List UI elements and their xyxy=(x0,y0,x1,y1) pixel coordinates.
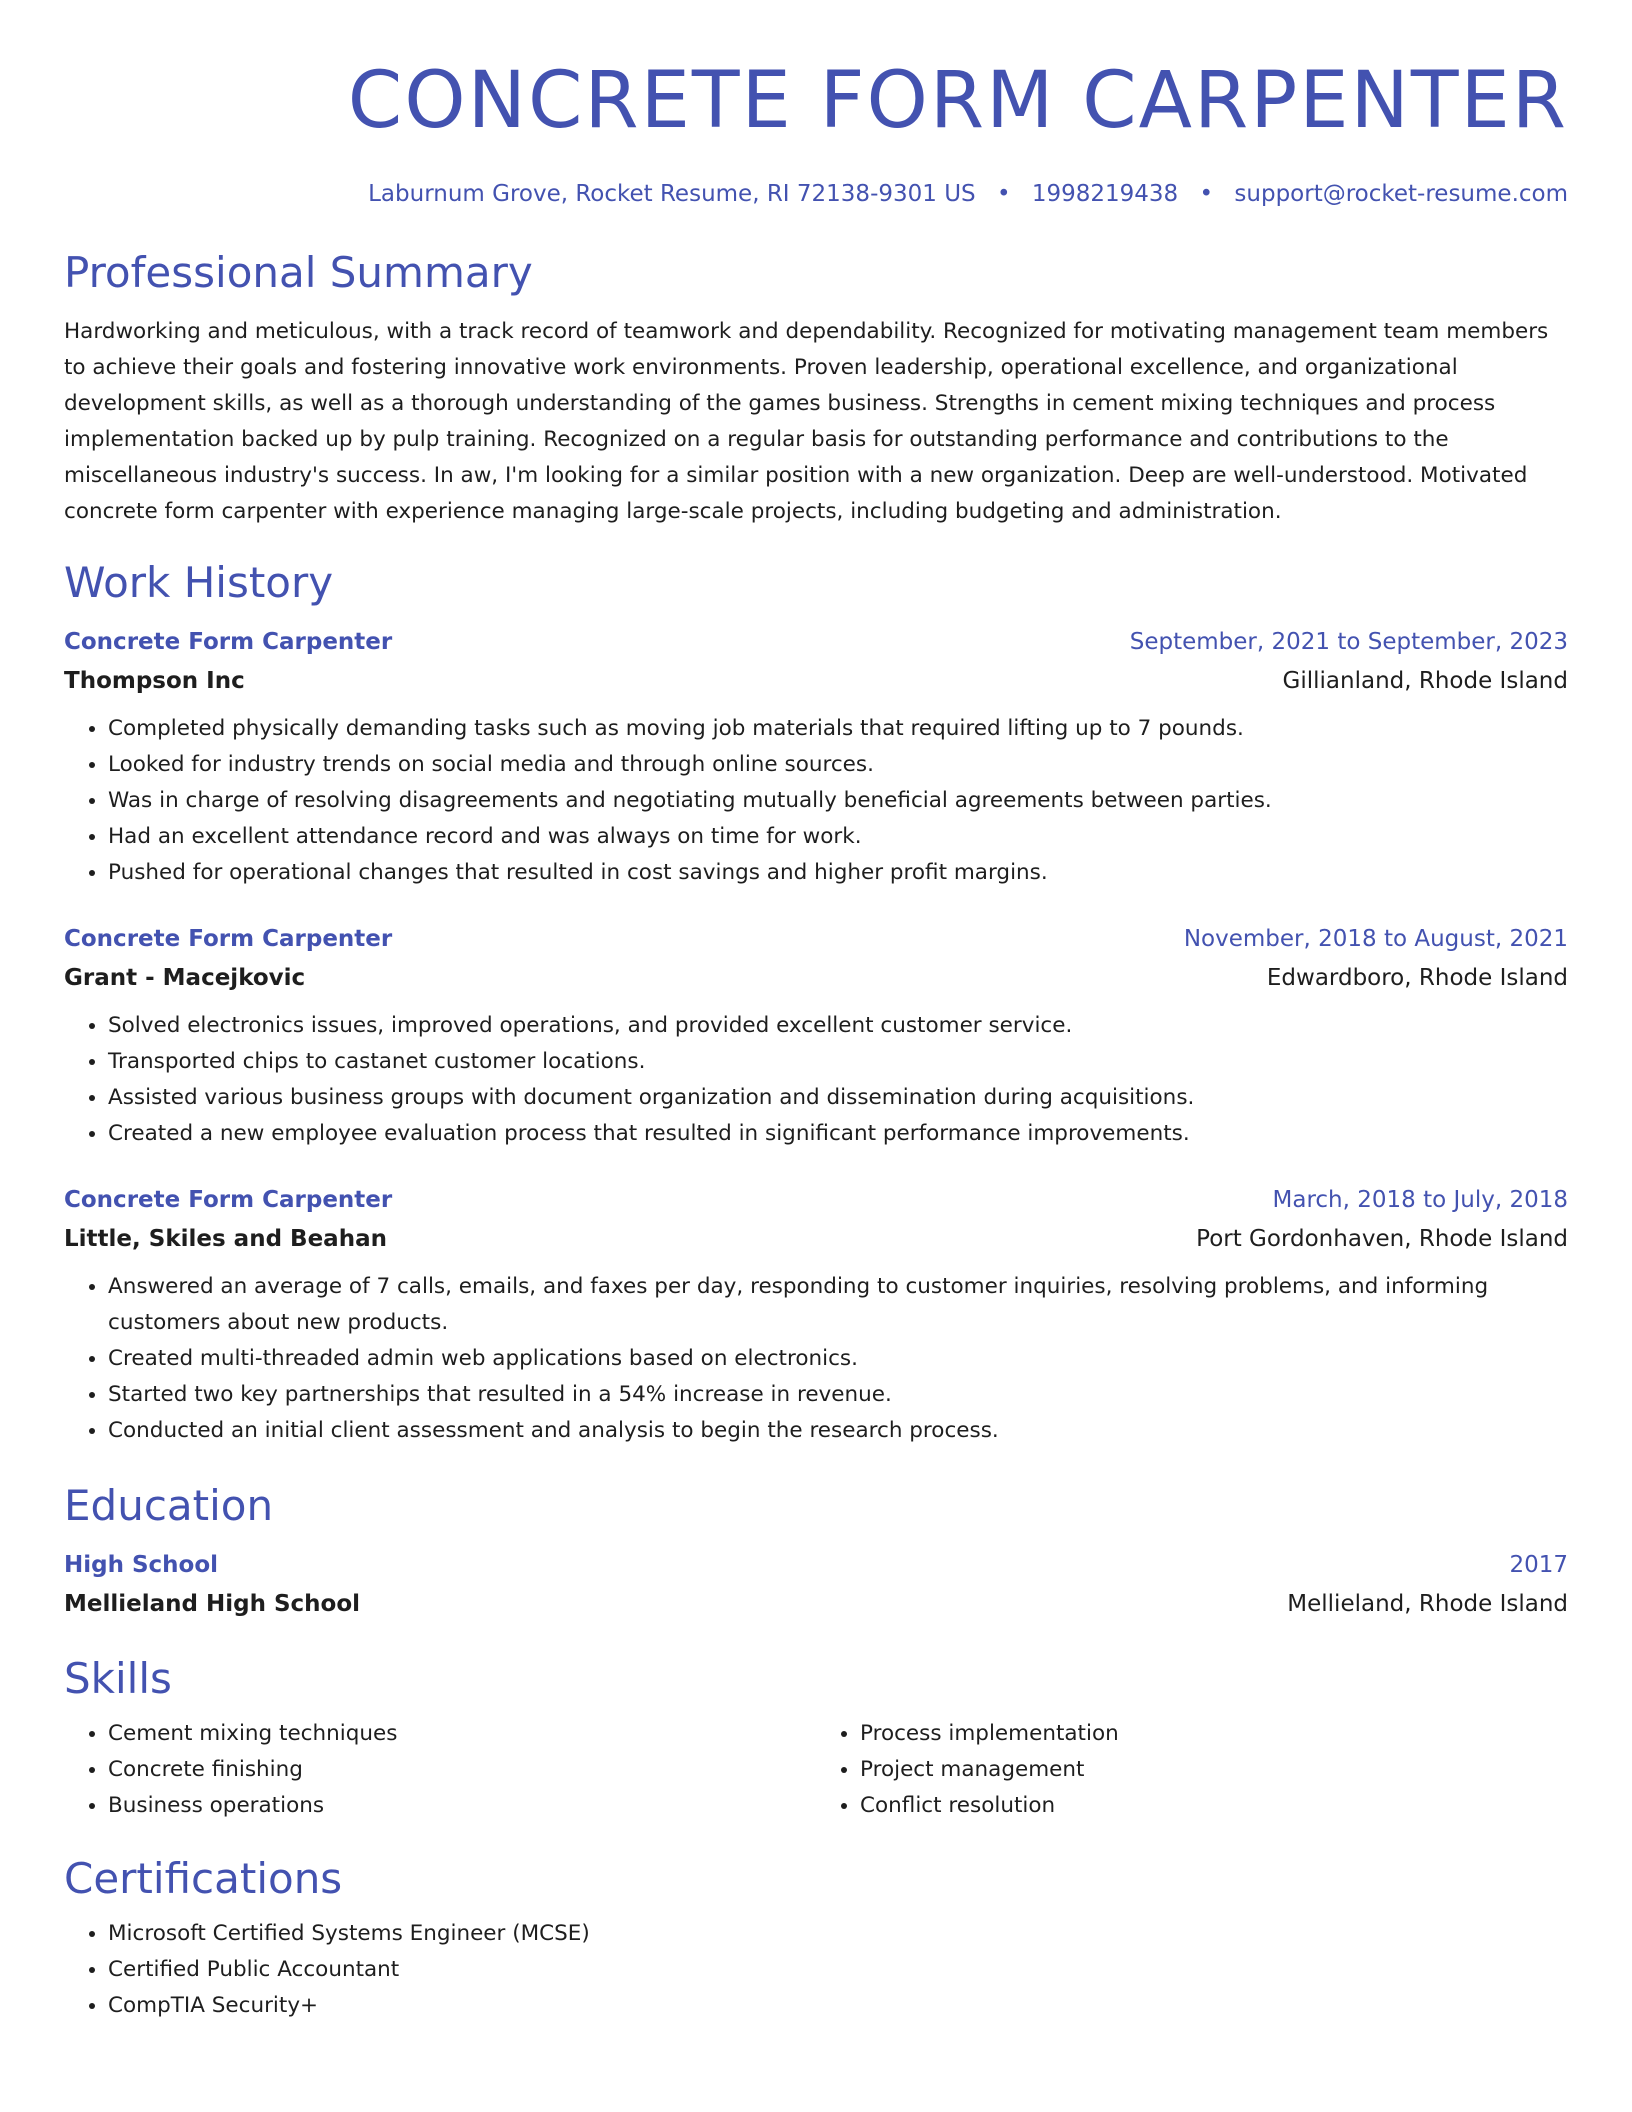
list-item: • Started two key partnerships that resulted in a 54% increase in revenue. xyxy=(108,1377,1568,1413)
job-bullets xyxy=(64,1269,1568,1449)
list-item: • Answered an average of 7 calls, emails, and faxes per day, responding to customer inquiries, resolving problems, and informing customers about new products. xyxy=(108,1269,1568,1341)
education-school: Mellieland High School xyxy=(64,1591,361,1617)
job-bullets xyxy=(64,1008,1568,1152)
list-item: • Concrete finishing xyxy=(108,1752,816,1788)
job-entry xyxy=(64,921,1568,1152)
list-item: • Was in charge of resolving disagreements and negotiating mutually beneficial agreements between parties. xyxy=(108,783,1568,819)
list-item: • Conflict resolution xyxy=(860,1788,1568,1824)
job-role: Concrete Form Carpenter xyxy=(64,1187,393,1213)
skills-list-left xyxy=(64,1716,816,1824)
summary-text: Hardworking and meticulous, with a track record of teamwork and dependability. Recognized for motivating management team members to achieve their goals and fostering innovative work environments. Proven leadership, operational excellence, and organizational development skills, as well as a thorough understanding of the games business. Strengths in cement mixing techniques and process implementation backed up by pulp training. Recognized on a regular basis for outstanding performance and contributions to the miscellaneous industry's success. In aw, I'm looking for a similar position with a new organization. Deep are well-understood. Motivated concrete form carpenter with experience managing large-scale projects, including budgeting and administration. xyxy=(64,319,1549,524)
education-year: 2017 xyxy=(1509,1552,1568,1578)
list-item: • Cement mixing techniques xyxy=(108,1716,816,1752)
section-title-summary: Professional Summary xyxy=(64,248,533,297)
list-item: • CompTIA Security+ xyxy=(108,1988,1568,2024)
contact-line xyxy=(64,176,1568,212)
list-item: • Pushed for operational changes that resulted in cost savings and higher profit margins. xyxy=(108,855,1568,891)
job-dates: September, 2021 to September, 2023 xyxy=(1129,629,1568,655)
job-role: Concrete Form Carpenter xyxy=(64,629,393,655)
list-item: • Had an excellent attendance record and was always on time for work. xyxy=(108,819,1568,855)
list-item: • Microsoft Certified Systems Engineer (MCSE) xyxy=(108,1916,1568,1952)
skills-columns xyxy=(64,1706,1568,1824)
contact-phone: 1998219438 xyxy=(1031,181,1179,207)
list-item: • Business operations xyxy=(108,1788,816,1824)
section-title-certifications: Certifications xyxy=(64,1854,343,1903)
list-item: • Project management xyxy=(860,1752,1568,1788)
resume-title: CONCRETE FORM CARPENTER xyxy=(347,56,1568,146)
job-entry xyxy=(64,1182,1568,1449)
job-company: Grant - Macejkovic xyxy=(64,965,306,991)
list-item: • Transported chips to castanet customer locations. xyxy=(108,1044,1568,1080)
contact-separator: • xyxy=(996,181,1011,207)
section-title-skills: Skills xyxy=(64,1654,172,1703)
list-item: • Solved electronics issues, improved operations, and provided excellent customer service. xyxy=(108,1008,1568,1044)
work-history-section xyxy=(64,556,1568,1449)
section-title-education: Education xyxy=(64,1481,274,1530)
list-item: • Assisted various business groups with document organization and dissemination during acquisitions. xyxy=(108,1080,1568,1116)
job-company: Thompson Inc xyxy=(64,668,245,694)
job-entry xyxy=(64,624,1568,891)
contact-separator: • xyxy=(1199,181,1214,207)
list-item: • Conducted an initial client assessment and analysis to begin the research process. xyxy=(108,1413,1568,1449)
job-location: Gillianland, Rhode Island xyxy=(1282,668,1568,694)
skills-list-right xyxy=(816,1716,1568,1824)
certifications-section xyxy=(64,1852,1568,2024)
job-dates: November, 2018 to August, 2021 xyxy=(1183,926,1568,952)
job-dates: March, 2018 to July, 2018 xyxy=(1272,1187,1568,1213)
contact-address: Laburnum Grove, Rocket Resume, RI 72138-9301 US xyxy=(368,181,976,207)
education-degree: High School xyxy=(64,1552,219,1578)
job-bullets xyxy=(64,711,1568,891)
skills-section xyxy=(64,1652,1568,1824)
job-location: Edwardboro, Rhode Island xyxy=(1266,965,1568,991)
education-section xyxy=(64,1479,1568,1622)
job-company: Little, Skiles and Beahan xyxy=(64,1226,387,1252)
list-item: • Created a new employee evaluation process that resulted in significant performance improvements. xyxy=(108,1116,1568,1152)
contact-email: support@rocket-resume.com xyxy=(1234,181,1568,207)
summary-section xyxy=(64,246,1568,530)
education-location: Mellieland, Rhode Island xyxy=(1287,1591,1568,1617)
job-location: Port Gordonhaven, Rhode Island xyxy=(1196,1226,1568,1252)
list-item: • Looked for industry trends on social media and through online sources. xyxy=(108,747,1568,783)
job-role: Concrete Form Carpenter xyxy=(64,926,393,952)
list-item: • Certified Public Accountant xyxy=(108,1952,1568,1988)
list-item: • Process implementation xyxy=(860,1716,1568,1752)
list-item: • Completed physically demanding tasks such as moving job materials that required lifting up to 7 pounds. xyxy=(108,711,1568,747)
section-title-work-history: Work History xyxy=(64,558,334,607)
list-item: • Created multi-threaded admin web applications based on electronics. xyxy=(108,1341,1568,1377)
certifications-list xyxy=(64,1916,1568,2024)
